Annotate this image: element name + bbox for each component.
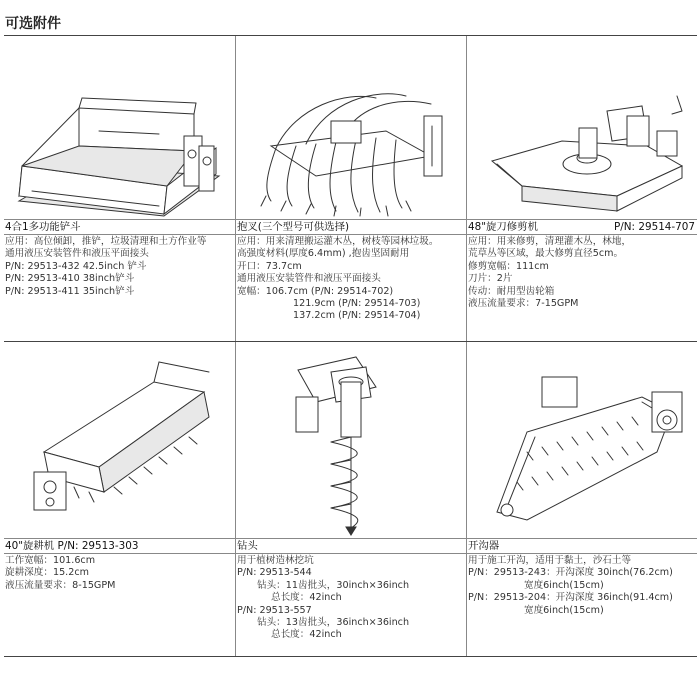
- page-title: 可选附件: [5, 16, 61, 32]
- bucket-illustration: [4, 36, 235, 218]
- tiller-illustration: [4, 342, 235, 536]
- attachment-description: 用于植树造林挖坑 P/N: 29513-544 钻头：11齿批头，30inch×36inch 总长度：42inch P/N: 29513-557 钻头：13齿批头，36inch×36inch 总长度：42inch: [237, 555, 410, 641]
- attachment-name: 抱叉(三个型号可供选择): [236, 219, 466, 235]
- trencher-illustration: [467, 342, 697, 536]
- attachments-table: [4, 35, 697, 657]
- attachment-description: 用于施工开沟，适用于黏土，沙石土等 P/N：29513-243：开沟深度 30inch(76.2cm) 宽度6inch(15cm) P/N：29513-204：开沟深度 36inch(91.4cm) 宽度6inch(15cm): [468, 555, 673, 616]
- attachment-cell-auger: [236, 342, 467, 656]
- attachment-description: 应用：用来清理搬运灌木丛，树枝等园林垃圾。 高强度材料(厚度6.4mm) ,抱齿坚固耐用 开口：73.7cm 通用液压安装管件和液压平面接头 宽幅：106.7cm (P/N: 29514-702) 121.9cm (P/N: 29514-703) 137.2cm (P/N: 29514-704): [237, 236, 439, 322]
- attachment-cell-brush-cutter: [467, 36, 697, 341]
- attachment-cell-tiller: [4, 342, 236, 656]
- attachment-cell-trencher: [467, 342, 697, 656]
- grapple-illustration: [236, 36, 466, 218]
- table-row: [4, 35, 697, 341]
- attachment-name: 4合1多功能铲斗: [4, 219, 235, 235]
- attachment-name: 48"旋刀修剪机 P/N: 29514-707: [468, 221, 695, 233]
- attachment-name: 开沟器: [467, 538, 697, 554]
- attachment-name: 40"旋耕机 P/N: 29513-303: [4, 538, 235, 554]
- attachment-description: 应用：高位倾卸，推铲，垃圾清理和土方作业等 通用液压安装管件和液压平面接头 P/N: 29513-432 42.5inch 铲斗 P/N: 29513-410 38inch铲斗 P/N: 29513-411 35inch铲斗: [5, 236, 207, 297]
- table-row: [4, 341, 697, 657]
- attachment-description: 应用：用来修剪，清理灌木丛，林地， 荒草丛等区域，最大修剪直径5cm。 修剪宽幅：111cm 刀片：2片 传动：耐用型齿轮箱 液压流量要求：7-15GPM: [468, 236, 632, 310]
- attachment-cell-grapple: [236, 36, 467, 341]
- auger-illustration: [236, 342, 466, 536]
- attachment-description: 工作宽幅：101.6cm 旋耕深度：15.2cm 液压流量要求：8-15GPM: [5, 555, 116, 591]
- attachment-cell-bucket: [4, 36, 236, 341]
- attachment-name: 钻头: [236, 538, 466, 554]
- brush-cutter-illustration: [467, 36, 697, 218]
